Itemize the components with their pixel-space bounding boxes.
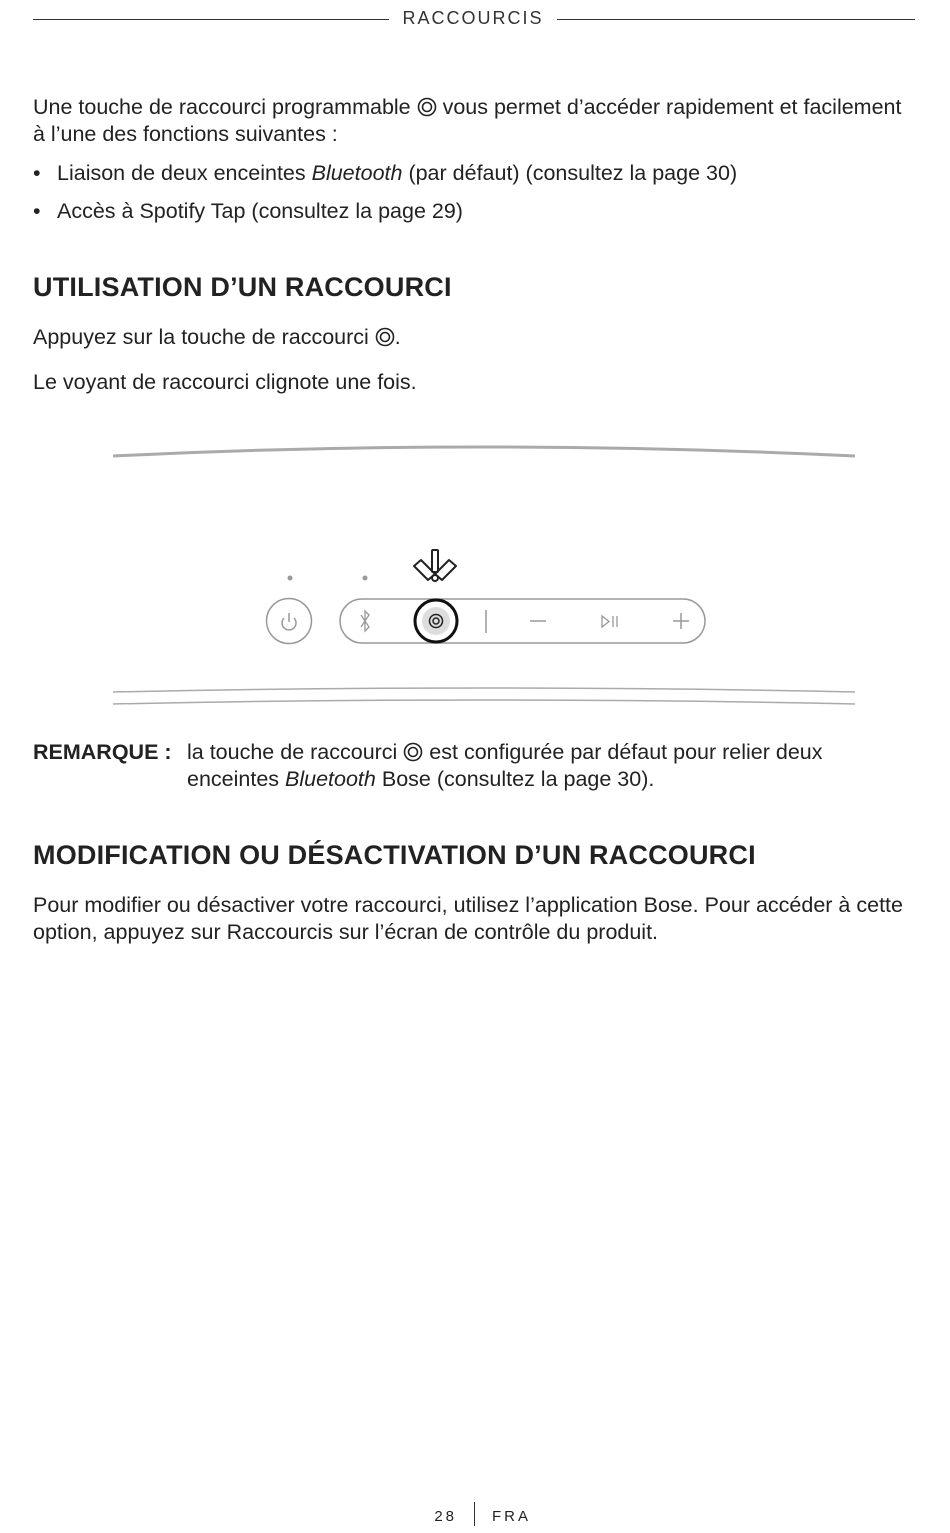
shortcut-icon xyxy=(403,742,423,762)
control-strip xyxy=(340,599,705,643)
bullet-dot: • xyxy=(33,161,41,185)
intro-paragraph xyxy=(33,94,915,148)
page-number: 28 xyxy=(434,1508,457,1525)
speaker-top-diagram xyxy=(100,440,870,720)
step-press-shortcut: Appuyez sur la touche de raccourci . xyxy=(33,325,401,349)
note-text: la touche de raccourci est configurée par défaut pour relier deux enceintes Bluetooth Bose (consultez la page 30). xyxy=(187,740,823,791)
page-header xyxy=(33,8,915,32)
blink-indicator-icon xyxy=(414,550,456,581)
section-title-utilisation: UTILISATION D’UN RACCOURCI xyxy=(33,272,452,302)
intro-text-start: Une touche de raccourci programmable xyxy=(33,95,417,119)
power-indicator-light xyxy=(288,576,293,581)
footer-separator xyxy=(474,1502,475,1526)
language-code: FRA xyxy=(492,1508,531,1525)
header-rule-right xyxy=(557,19,915,20)
intro-text-end: vous permet d’accéder rapidement et facilement à l’une des fonctions suivantes : xyxy=(33,95,902,146)
header-rule-left xyxy=(33,19,389,20)
section-title-modification: MODIFICATION OU DÉSACTIVATION D’UN RACCOURCI xyxy=(33,840,756,870)
page-footer xyxy=(0,1502,950,1530)
list-item-text: Accès à Spotify Tap (consultez la page 29) xyxy=(57,199,463,223)
header-title: RACCOURCIS xyxy=(402,8,544,28)
bluetooth-indicator-light xyxy=(363,576,368,581)
step-light-blinks: Le voyant de raccourci clignote une fois. xyxy=(33,370,417,394)
modification-paragraph: Pour modifier ou désactiver votre raccourci, utilisez l’application Bose. Pour accéder à cette option, appuyez sur Raccourcis sur l’écran de contrôle du produit. xyxy=(33,893,903,944)
bullet-dot: • xyxy=(33,199,41,223)
shortcut-icon xyxy=(417,97,437,117)
shortcut-icon xyxy=(375,327,395,347)
list-item-text: Liaison de deux enceintes Bluetooth (par défaut) (consultez la page 30) xyxy=(57,161,738,185)
note-label: REMARQUE : xyxy=(33,740,172,764)
